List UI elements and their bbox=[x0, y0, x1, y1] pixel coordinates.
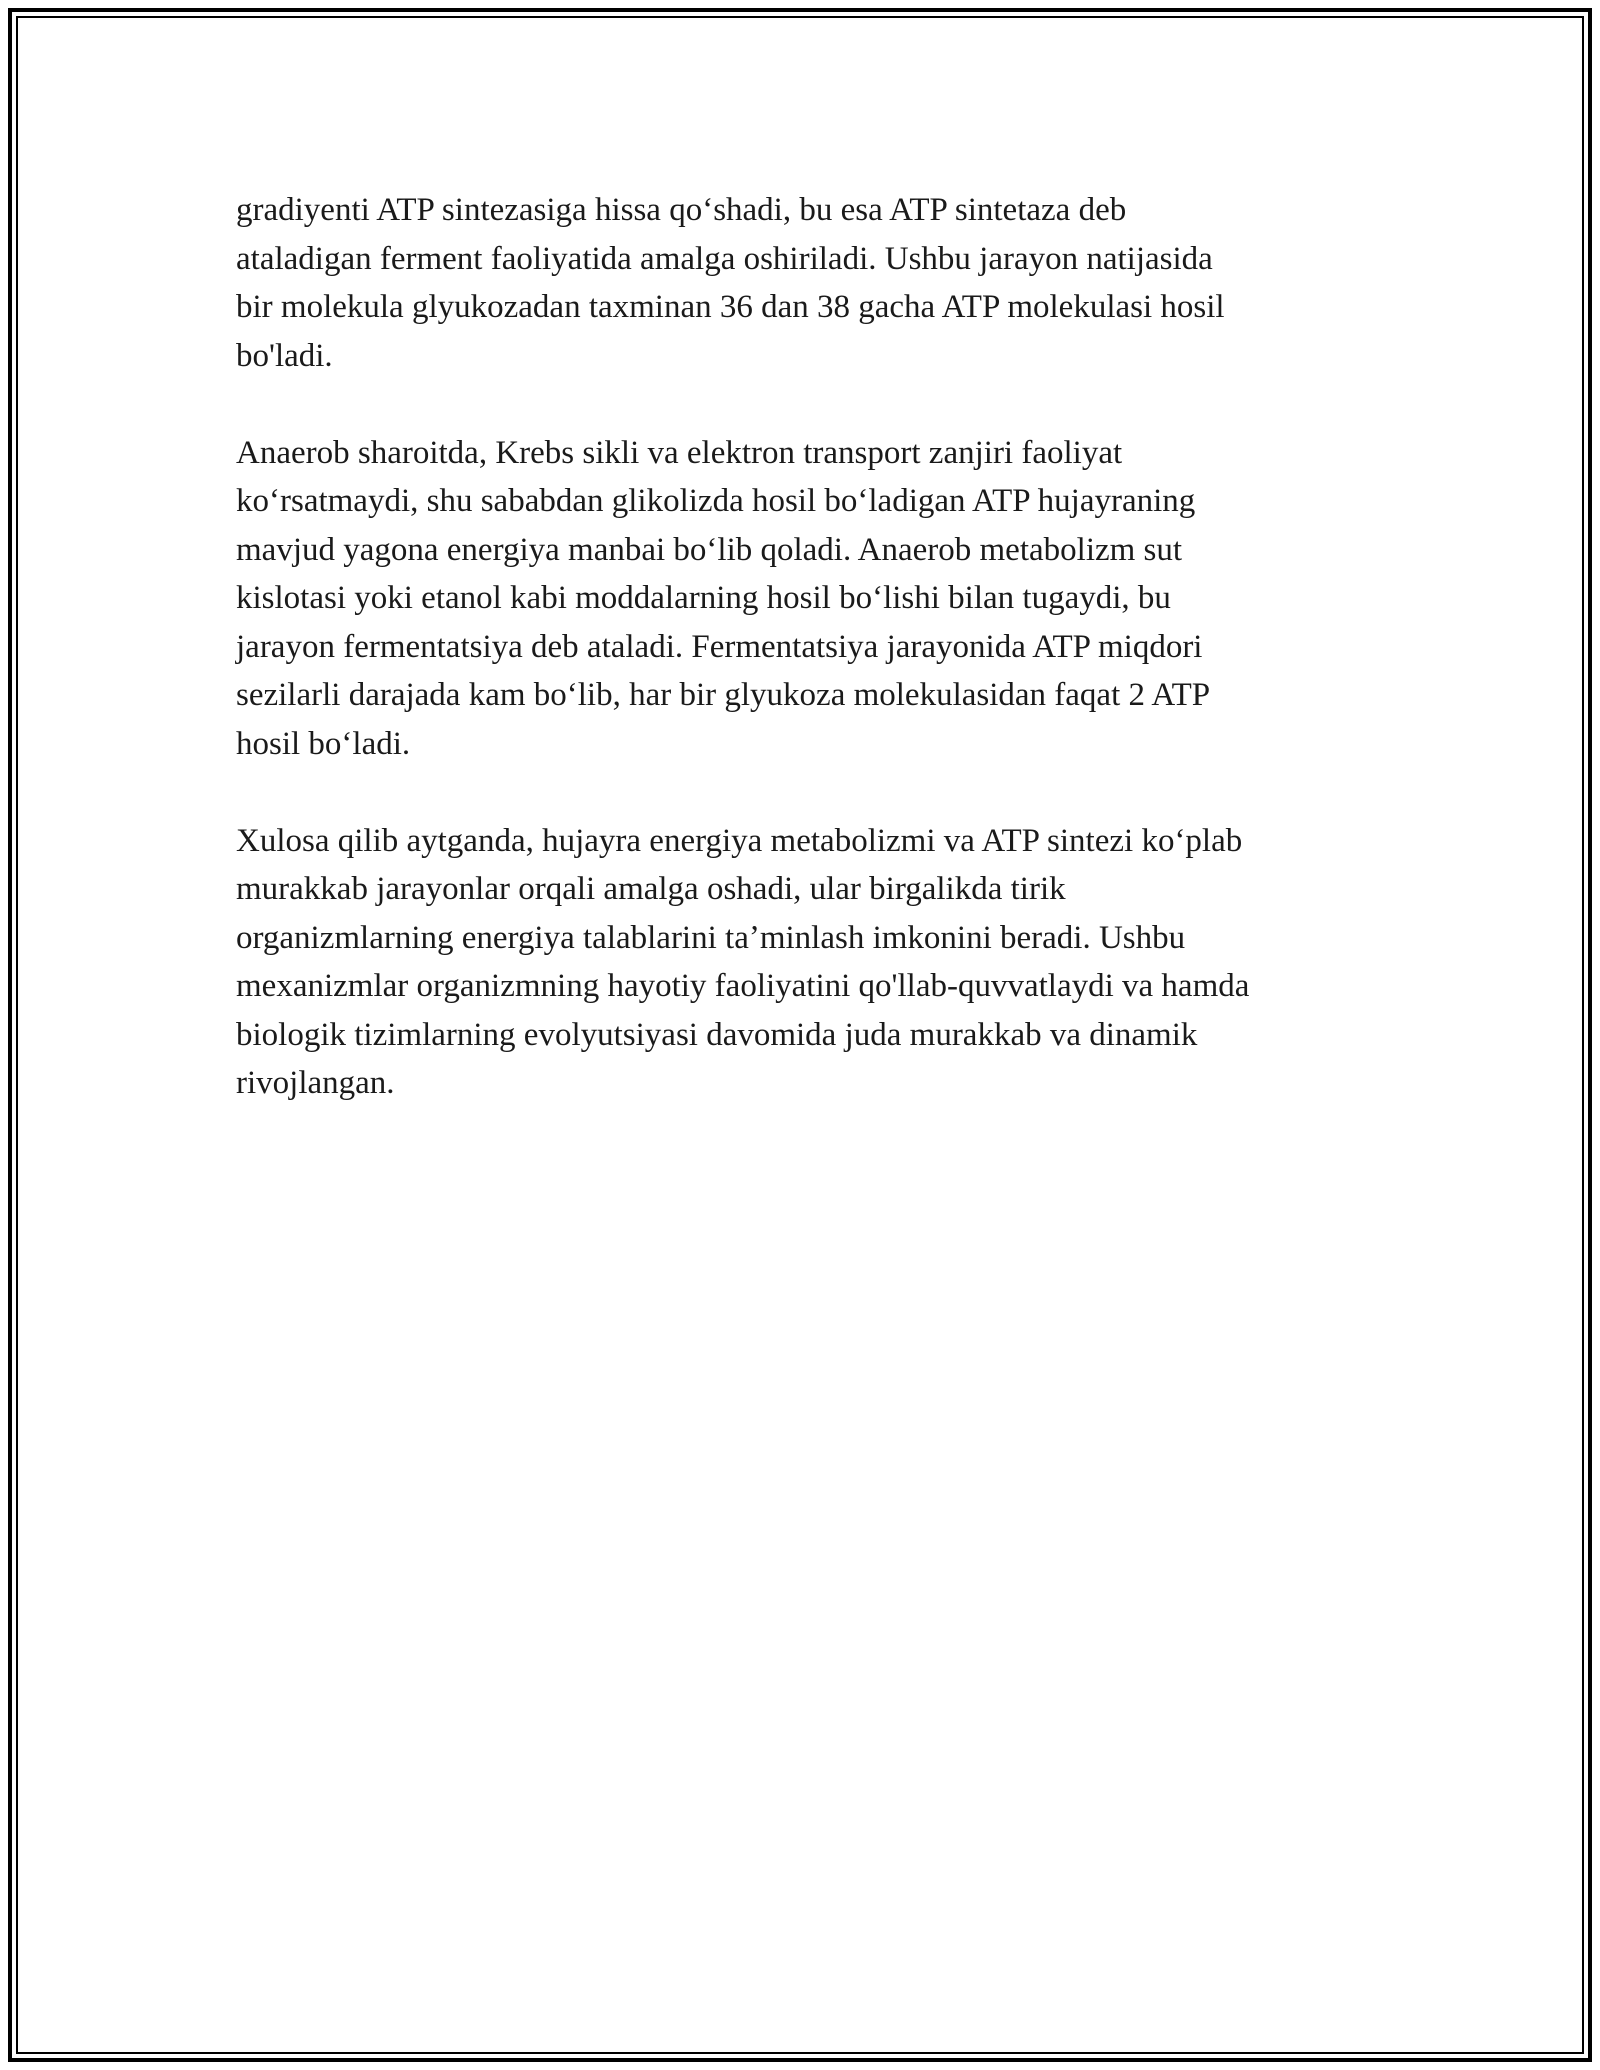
text-line: Xulosa qilib aytganda, hujayra energiya metabolizmi va ATP sintezi koʻplab bbox=[236, 822, 1243, 859]
text-line: ataladigan ferment faoliyatida amalga oshiriladi. Ushbu jarayon natijasida bbox=[236, 240, 1213, 277]
text-line: koʻrsatmaydi, shu sababdan glikolizda hosil boʻladigan ATP hujayraning bbox=[236, 483, 1196, 519]
text-line: kislotasi yoki etanol kabi moddalarning hosil boʻlishi bilan tugaydi, bu bbox=[236, 580, 1171, 616]
text-line: sezilarli darajada kam boʻlib, har bir glyukoza molekulasidan faqat 2 ATP bbox=[236, 677, 1211, 713]
paragraph-conclusion bbox=[236, 817, 1376, 1108]
paragraph-atp-synthase bbox=[236, 186, 1376, 380]
text-line: jarayon fermentatsiya deb ataladi. Fermentatsiya jarayonida ATP miqdori bbox=[236, 628, 1203, 665]
text-line: biologik tizimlarning evolyutsiyasi davomida juda murakkab va dinamik bbox=[236, 1016, 1198, 1053]
text-line: hosil boʻladi. bbox=[236, 725, 411, 762]
text-line: rivojlangan. bbox=[236, 1065, 395, 1101]
text-line: mexanizmlar organizmning hayotiy faoliyatini qo'llab-quvvatlaydi va hamda bbox=[236, 968, 1250, 1004]
text-line: organizmlarning energiya talablarini taʼminlash imkonini beradi. Ushbu bbox=[236, 919, 1186, 956]
text-line: gradiyenti ATP sintezasiga hissa qoʻshadi, bu esa ATP sintetaza deb bbox=[236, 192, 1127, 228]
text-line: murakkab jarayonlar orqali amalga oshadi, ular birgalikda tirik bbox=[236, 871, 1066, 907]
text-line: mavjud yagona energiya manbai boʻlib qoladi. Anaerob metabolizm sut bbox=[236, 531, 1183, 568]
document-body bbox=[236, 186, 1376, 1156]
paragraph-anaerobic bbox=[236, 429, 1376, 769]
text-line: Anaerob sharoitda, Krebs sikli va elektron transport zanjiri faoliyat bbox=[236, 434, 1123, 471]
text-line: bo'ladi. bbox=[236, 337, 333, 374]
text-line: bir molekula glyukozadan taxminan 36 dan 38 gacha ATP molekulasi hosil bbox=[236, 289, 1225, 325]
